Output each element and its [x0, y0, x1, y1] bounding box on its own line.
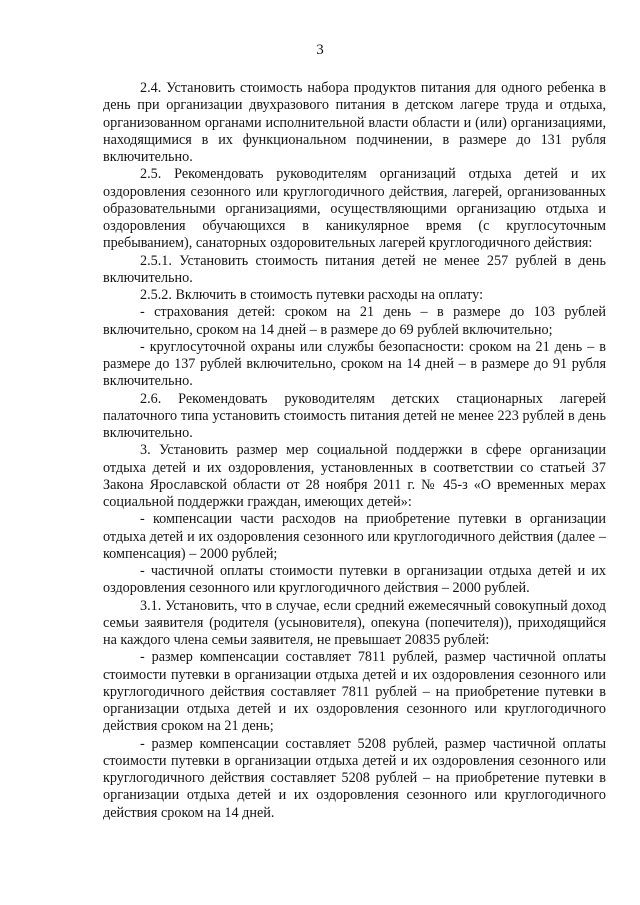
list-item-partial-payment: - частичной оплаты стоимости путевки в организации отдыха детей и их оздоровления сезонного или круглогодичного действия – 2000 рублей. — [103, 563, 606, 597]
document-body — [103, 80, 606, 822]
list-item-insurance: - страхования детей: сроком на 21 день – в размере до 103 рублей включительно, сроком на 14 дней – в размере до 69 рублей включительно; — [103, 304, 606, 338]
page-number: 3 — [316, 42, 324, 58]
paragraph-3: 3. Установить размер мер социальной поддержки в сфере организации отдыха детей и их оздоровления, установленных в соответствии со статьей 37 Закона Ярославской области от 28 ноября 2011 г. № 45-з «О временных мерах социальной поддержки граждан, имеющих детей»: — [103, 442, 606, 510]
paragraph-2-5-1: 2.5.1. Установить стоимость питания детей не менее 257 рублей в день включительно. — [103, 252, 606, 286]
paragraph-2-5-2: 2.5.2. Включить в стоимость путевки расходы на оплату: — [140, 287, 484, 303]
list-item-compensation: - компенсации части расходов на приобретение путевки в организации отдыха детей и их оздоровления сезонного или круглогодичного действия (далее – компенсация) – 2000 рублей; — [103, 511, 606, 562]
list-item-21-days: - размер компенсации составляет 7811 рублей, размер частичной оплаты стоимости путевки в организации отдыха детей и их оздоровления сезонного или круглогодичного действия составляет 7811 рублей – на приобретение путевки в организации отдыха детей и их оздоровления сезонного или круглогодичного действия сроком на 21 день; — [103, 649, 606, 735]
paragraph-2-4: 2.4. Установить стоимость набора продуктов питания для одного ребенка в день при организации двухразового питания в детском лагере труда и отдыха, организованном органами исполнительной власти области и (или) организациями, находящимися в их функциональном подчинении, в размере до 131 рубля включительно. — [103, 80, 606, 165]
paragraph-2-6: 2.6. Рекомендовать руководителям детских стационарных лагерей палаточного типа установить стоимость питания детей не менее 223 рублей в день включительно. — [103, 390, 606, 441]
list-item-security: - круглосуточной охраны или службы безопасности: сроком на 21 день – в размере до 137 рублей включительно, сроком на 14 дней – в размере до 91 рубля включительно. — [103, 338, 606, 390]
paragraph-3-1: 3.1. Установить, что в случае, если средний ежемесячный совокупный доход семьи заявителя (родителя (усыновителя), опекуна (попечителя)), приходящийся на каждого члена семьи заявителя, не превышает 20835 рублей: — [103, 597, 606, 648]
list-item-14-days: - размер компенсации составляет 5208 рублей, размер частичной оплаты стоимости путевки в организации отдыха детей и их оздоровления сезонного или круглогодичного действия составляет 5208 рублей – на приобретение путевки в организации отдыха детей и их оздоровления сезонного или круглогодичного действия сроком на 14 дней. — [103, 735, 606, 821]
paragraph-2-5: 2.5. Рекомендовать руководителям организаций отдыха детей и их оздоровления сезонного или круглогодичного действия, лагерей, организованных образовательными организациями, осуществляющими организацию отдыха и оздоровления обучающихся в каникулярное время (с круглосуточным пребыванием), санаторных оздоровительных лагерей круглогодичного действия: — [103, 166, 606, 252]
